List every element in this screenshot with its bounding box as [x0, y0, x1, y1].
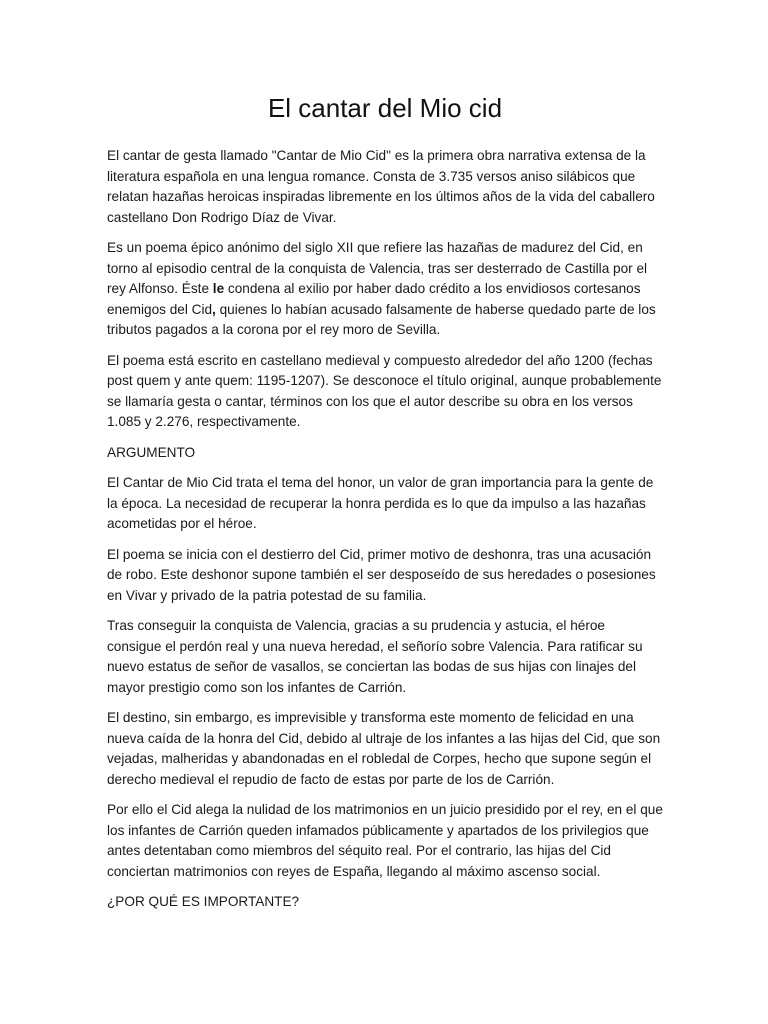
paragraph-honor: El Cantar de Mio Cid trata el tema del honor, un valor de gran importancia para la gente de la época. La necesidad de recuperar la honra perdida es lo que da impulso a las hazañas acometidas por el héroe. [107, 475, 654, 531]
paragraph-valencia: Tras conseguir la conquista de Valencia, gracias a su prudencia y astucia, el héroe consigue el perdón real y una nueva heredad, el señorío sobre Valencia. Para ratificar su nuevo estatus de señor de vasallos, se conciertan las bodas de sus hijas con linajes del mayor prestigio como son los infantes de Carrión. [107, 618, 643, 695]
paragraph-intro: El cantar de gesta llamado "Cantar de Mio Cid" es la primera obra narrativa extensa de la literatura española en una lengua romance. Consta de 3.735 versos aniso silábicos que relatan hazañas heroicas inspiradas libremente en los últimos años de la vida del caballero castellano Don Rodrigo Díaz de Vivar. [107, 148, 655, 225]
bold-word: le [212, 281, 225, 296]
bold-comma: , [212, 301, 216, 317]
section-heading-importante: ¿POR QUÉ ES IMPORTANTE? [107, 894, 300, 909]
paragraph-destino: El destino, sin embargo, es imprevisible y transforma este momento de felicidad en una nueva caída de la honra del Cid, debido al ultraje de los infantes a las hijas del Cid, que son vejadas, malheridas y abandonadas en el robledal de Corpes, hecho que supone según el derecho medieval el repudio de facto de estas por parte de los de Carrión. [107, 710, 661, 787]
paragraph-destierro: El poema se inicia con el destierro del Cid, primer motivo de deshonra, tras una acusación de robo. Este deshonor supone también el ser desposeído de sus heredades o posesiones en Vivar y privado de la patria potestad de su familia. [107, 546, 656, 603]
section-heading-argumento: ARGUMENTO [107, 444, 196, 460]
paragraph-poema-epico [107, 238, 663, 341]
paragraph-juicio: Por ello el Cid alega la nulidad de los matrimonios en un juicio presidido por el rey, en el que los infantes de Carrión queden infamados públicamente y apartados de los privilegios que antes detentaban como miembros del séquito real. Por el contrario, las hijas del Cid conciertan matrimonios con reyes de España, llegando al máximo ascenso social. [107, 802, 663, 879]
paragraph-text: quienes lo habían acusado falsamente de haberse quedado parte de los tributos pagados a la corona por el rey moro de Sevilla. [107, 301, 656, 337]
paragraph-castellano-medieval: El poema está escrito en castellano medieval y compuesto alrededor del año 1200 (fechas post quem y ante quem: 1195-1207). Se desconoce el título original, aunque probablemente se llamaría gesta o cantar, términos con los que el autor describe su obra en los versos 1.085 y 2.276, respectivamente. [107, 352, 662, 429]
paragraph-text: condena al exilio por haber dado crédito a los envidiosos cortesanos enemigos del Cid [107, 281, 641, 317]
paragraph-text: Es un poema épico anónimo del siglo XII que refiere las hazañas de madurez del Cid, en torno al episodio central de la conquista de Valencia, tras ser desterrado de Castilla por el rey Alfonso. Éste [107, 240, 648, 296]
document-title: El cantar del Mio cid [267, 93, 503, 123]
